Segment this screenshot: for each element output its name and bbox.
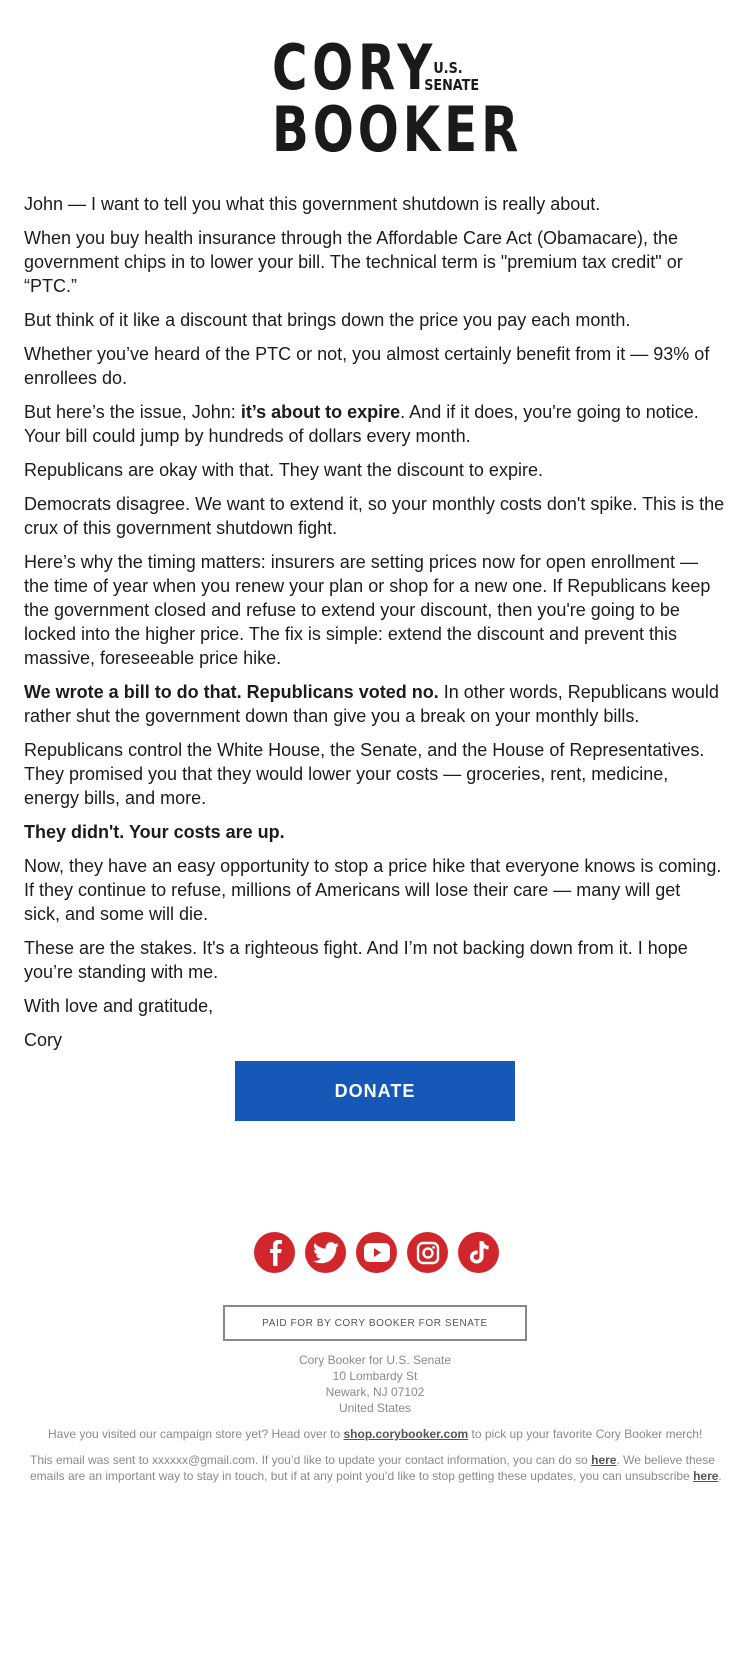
instagram-icon[interactable] bbox=[407, 1232, 448, 1273]
address-line: Newark, NJ 07102 bbox=[325, 1385, 425, 1399]
paragraph bbox=[24, 192, 714, 216]
text-line: They promised you that they would lower your costs — groceries, rent, medicine, bbox=[24, 764, 669, 784]
text-line: “PTC.” bbox=[24, 276, 77, 296]
footer-text: . We believe these bbox=[616, 1453, 715, 1467]
sign-off: With love and gratitude, bbox=[24, 996, 214, 1016]
text-line: Whether you’ve heard of the PTC or not, you almost certainly benefit from it — 93% of bbox=[24, 344, 710, 364]
text-line: energy bills, and more. bbox=[24, 788, 207, 808]
tiktok-icon[interactable] bbox=[458, 1232, 499, 1273]
facebook-icon[interactable] bbox=[254, 1232, 295, 1273]
footer-text: This email was sent to xxxxxx@gmail.com. If you’d like to update your contact information, you can do so bbox=[30, 1453, 592, 1467]
text-line: Your bill could jump by hundreds of dollars every month. bbox=[24, 426, 471, 446]
cory-booker-logo bbox=[272, 31, 523, 166]
text-line: Now, they have an easy opportunity to stop a price hike that everyone knows is coming. bbox=[24, 856, 722, 876]
text-line: Here’s why the timing matters: insurers are setting prices now for open enrollment — bbox=[24, 552, 698, 572]
logo-first-name: CORY bbox=[272, 31, 437, 104]
social-links bbox=[254, 1232, 499, 1273]
text-line: These are the stakes. It's a righteous fight. And I’m not backing down from it. I hope bbox=[24, 938, 688, 958]
paragraph bbox=[24, 400, 714, 448]
address-line: Cory Booker for U.S. Senate bbox=[298, 1353, 452, 1367]
text-line: When you buy health insurance through the Affordable Care Act (Obamacare), the bbox=[24, 228, 679, 248]
email-body bbox=[24, 192, 725, 1062]
text-line: If they continue to refuse, millions of Americans will lose their care — many will get bbox=[24, 880, 681, 900]
footer-text: emails are an important way to stay in touch, but if at any point you’d like to stop getting these updates, you can unsubscribe bbox=[30, 1469, 694, 1483]
logo-last-name: BOOKER bbox=[272, 93, 523, 166]
unsubscribe-link[interactable]: here bbox=[693, 1469, 719, 1483]
store-note bbox=[48, 1426, 703, 1442]
logo-badge-senate: SENATE bbox=[424, 76, 480, 94]
paragraph bbox=[24, 458, 714, 482]
text-line: John — I want to tell you what this government shutdown is really about. bbox=[24, 194, 601, 214]
logo-badge-us: U.S. bbox=[433, 59, 463, 77]
text-line: In other words, Republicans would bbox=[438, 682, 719, 702]
text-line: the government closed and refuse to extend your discount, then you're going to be bbox=[24, 600, 680, 620]
paragraph bbox=[24, 738, 714, 810]
paid-for-disclaimer: PAID FOR BY CORY BOOKER FOR SENATE bbox=[223, 1305, 527, 1341]
text-line: you’re standing with me. bbox=[24, 962, 219, 982]
text-line: massive, foreseeable price hike. bbox=[24, 648, 282, 668]
text-line: Republicans are okay with that. They want the discount to expire. bbox=[24, 460, 543, 480]
paragraph bbox=[24, 854, 722, 926]
text-line: rather shut the government down than give you a break on your monthly bills. bbox=[24, 706, 640, 726]
text-line: the time of year when you renew your plan or shop for a new one. If Republicans keep bbox=[24, 576, 711, 596]
update-contact-link[interactable]: here bbox=[591, 1453, 617, 1467]
paragraph bbox=[24, 1028, 714, 1052]
paragraph bbox=[24, 308, 714, 332]
emphasis-text: They didn't. Your costs are up. bbox=[24, 822, 285, 842]
paragraph bbox=[24, 936, 714, 984]
mailing-address bbox=[0, 1352, 750, 1416]
text-line: enrollees do. bbox=[24, 368, 128, 388]
text-line: sick, and some will die. bbox=[24, 904, 209, 924]
store-link[interactable]: shop.corybooker.com bbox=[343, 1427, 469, 1441]
paragraph bbox=[24, 226, 714, 298]
address-line: United States bbox=[338, 1401, 412, 1415]
text-line: . And if it does, you're going to notice. bbox=[400, 402, 699, 422]
paragraph bbox=[24, 342, 714, 390]
emphasis-text: it’s about to expire bbox=[240, 402, 401, 422]
footer-text: . bbox=[718, 1469, 722, 1483]
logo-senate-badge bbox=[424, 59, 480, 94]
address-line: 10 Lombardy St bbox=[332, 1369, 418, 1383]
text-line: locked into the higher price. The fix is simple: extend the discount and prevent this bbox=[24, 624, 678, 644]
text-line: But think of it like a discount that brings down the price you pay each month. bbox=[24, 310, 631, 330]
text-line: Democrats disagree. We want to extend it, so your monthly costs don't spike. This is the bbox=[24, 494, 725, 514]
paragraph bbox=[24, 680, 719, 728]
paragraph bbox=[24, 994, 714, 1018]
emphasis-text: We wrote a bill to do that. Republicans voted no. bbox=[24, 682, 439, 702]
store-text: Have you visited our campaign store yet? Head over to bbox=[48, 1427, 344, 1441]
paragraph bbox=[24, 492, 725, 540]
paragraph bbox=[24, 550, 714, 670]
signature-name: Cory bbox=[24, 1030, 63, 1050]
text-line: crux of this government shutdown fight. bbox=[24, 518, 338, 538]
text-line: But here’s the issue, John: bbox=[24, 402, 241, 422]
unsubscribe-note bbox=[30, 1452, 722, 1484]
paragraph bbox=[24, 820, 714, 844]
text-line: Republicans control the White House, the Senate, and the House of Representatives. bbox=[24, 740, 705, 760]
donate-button[interactable]: DONATE bbox=[235, 1061, 515, 1121]
youtube-icon[interactable] bbox=[356, 1232, 397, 1273]
text-line: government chips in to lower your bill. The technical term is "premium tax credit" or bbox=[24, 252, 683, 272]
store-text: to pick up your favorite Cory Booker merch! bbox=[468, 1427, 703, 1441]
twitter-icon[interactable] bbox=[305, 1232, 346, 1273]
